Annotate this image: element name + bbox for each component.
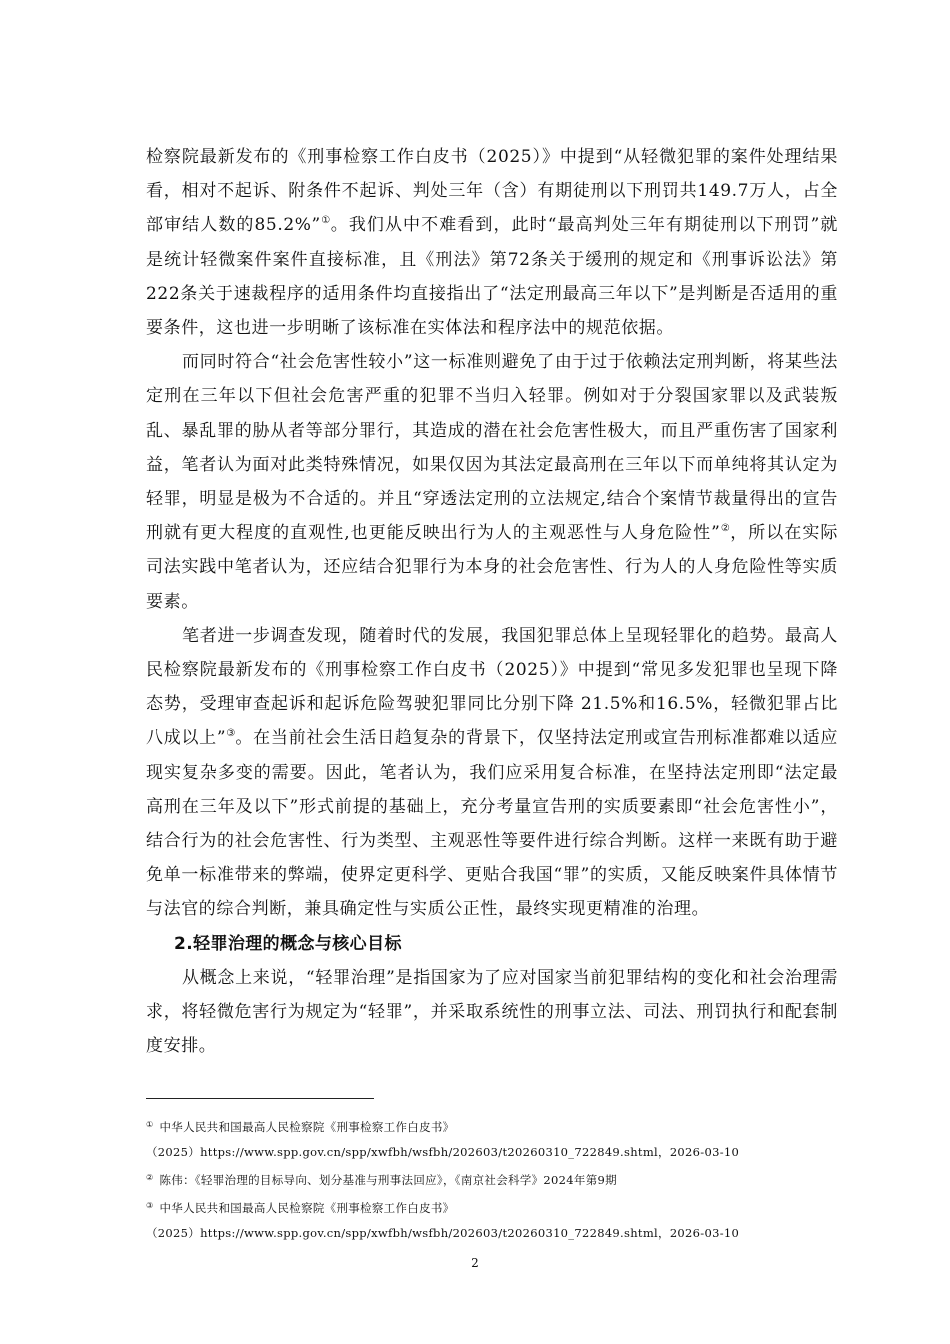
footnote-2-line1: 陈伟：《轻罪治理的目标导向、划分基准与刑事法回应》，《南京社会科学》2024年第9期: [159, 1173, 617, 1187]
body-text: [146, 140, 838, 1063]
footnotes: [146, 1112, 846, 1246]
footnote-3: [146, 1193, 846, 1221]
section-heading: 2.轻罪治理的概念与核心目标: [174, 933, 402, 954]
paragraph-3-tail: 。在当前社会生活日趋复杂的背景下，仅坚持法定刑或宣告刑标准都难以适应现实复杂多变的需要。因此，笔者认为，我们应采用复合标准，在坚持法定刑即“法定最高刑在三年及以下”形式前提的基础上，充分考量宣告刑的实质要素即“社会危害性小”，结合行为的社会危害性、行为类型、主观恶性等要件进行综合判断。这样一来既有助于避免单一标准带来的弊端，使界定更科学、更贴合我国“罪”的实质，又能反映案件具体情节与法官的综合判断，兼具确定性与实质公正性，最终实现更精准的治理。: [146, 728, 838, 920]
footnote-2-mark: ②: [146, 1173, 154, 1182]
footnote-ref-2: ②: [720, 523, 731, 535]
paragraph-2-tail: ，所以在实际司法实践中笔者认为，还应结合犯罪行为本身的社会危害性、行为人的人身危险性等实质要素。: [146, 523, 838, 612]
paragraph-2: [146, 345, 838, 619]
section-paragraph: 从概念上来说，“轻罪治理”是指国家为了应对国家当前犯罪结构的变化和社会治理需求，将轻微危害行为规定为“轻罪”，并采取系统性的刑事立法、司法、刑罚执行和配套制度安排。: [146, 967, 838, 1057]
footnote-1: [146, 1112, 846, 1140]
footnote-3-line1: 中华人民共和国最高人民检察院《刑事检察工作白皮书》: [159, 1201, 455, 1215]
paragraph-1-tail: 。我们从中不难看到，此时“最高判处三年有期徒刑以下刑罚”就是统计轻微案件案件直接标准，且《刑法》第72条关于缓刑的规定和《刑事诉讼法》第222条关于速裁程序的适用条件均直接指出了“法定刑最高三年以下”是判断是否适用的重要条件，这也进一步明晰了该标准在实体法和程序法中的规范依据。: [146, 215, 839, 339]
paragraph-3: [146, 619, 838, 927]
footnote-1-mark: ①: [146, 1120, 154, 1129]
paragraph-3-text: 笔者进一步调查发现，随着时代的发展，我国犯罪总体上呈现轻罪化的趋势。最高人民检察院最新发布的《刑事检察工作白皮书（2025）》中提到“常见多发犯罪也呈现下降态势，受理审查起诉和起诉危险驾驶犯罪同比分别下降 21.5%和16.5%，轻微犯罪占比八成以上”: [146, 625, 838, 749]
footnote-2: [146, 1165, 846, 1193]
footnote-3-continued: （2025）https://www.spp.gov.cn/spp/xwfbh/wsfbh/202603/t20260310_722849.shtml，2026-03-10: [146, 1226, 740, 1240]
footnote-divider: [146, 1098, 374, 1099]
footnote-3-mark: ③: [146, 1201, 154, 1210]
footnote-1-line1: 中华人民共和国最高人民检察院《刑事检察工作白皮书》: [159, 1120, 455, 1134]
footnote-1-continued: （2025）https://www.spp.gov.cn/spp/xwfbh/wsfbh/202603/t20260310_722849.shtml，2026-03-10: [146, 1145, 740, 1159]
paragraph-1-text: 检察院最新发布的《刑事检察工作白皮书（2025）》中提到“从轻微犯罪的案件处理结果看，相对不起诉、附条件不起诉、判处三年（含）有期徒刑以下刑罚共149.7万人，占全部审结人数的85.2%”: [146, 147, 838, 236]
paragraph-2-text: 而同时符合“社会危害性较小”这一标准则避免了由于过于依赖法定刑判断，将某些法定刑在三年以下但社会危害严重的犯罪不当归入轻罪。例如对于分裂国家罪以及武装叛乱、暴乱罪的胁从者等部分罪行，其造成的潜在社会危害性极大，而且严重伤害了国家利益，笔者认为面对此类特殊情况，如果仅因为其法定最高刑在三年以下而单纯将其认定为轻罪，明显是极为不合适的。并且“穿透法定刑的立法规定,结合个案情节裁量得出的宣告刑就有更大程度的直观性,也更能反映出行为人的主观恶性与人身危险性”: [146, 352, 838, 544]
paragraph-1: [146, 140, 838, 345]
footnote-ref-3: ③: [226, 728, 236, 740]
page-number: 2: [471, 1256, 479, 1270]
footnote-ref-1: ①: [320, 215, 331, 227]
